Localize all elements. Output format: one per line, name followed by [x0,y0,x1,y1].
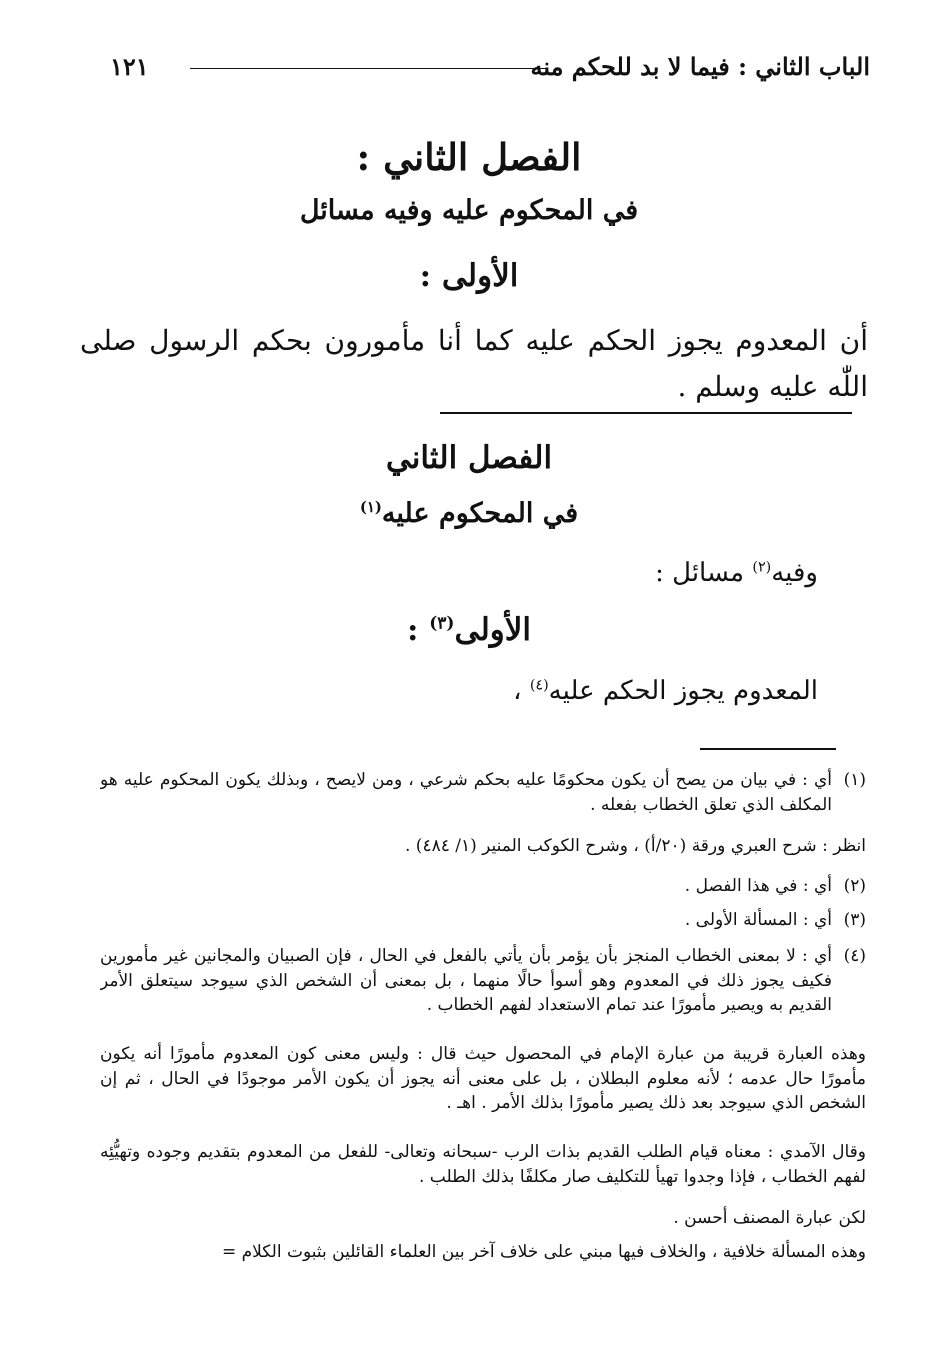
running-head: الباب الثاني : فيما لا بد للحكم منه [530,52,870,81]
issues-suffix: مسائل : [655,558,753,588]
footnote-paragraph-3: لكن عبارة المصنف أحسن . [673,1208,866,1228]
first-issue-colon: : [406,612,430,648]
statement-end: ، [513,676,530,706]
commentary-first-issue [0,612,938,648]
footnote-ref-2: (٢) [752,559,772,576]
page-number: ١٢١ [110,52,149,81]
footnote-1 [100,768,866,817]
first-issue-label: الأولى [454,612,532,648]
footnote-3-text: أي : المسألة الأولى . [684,910,832,930]
footnote-paragraph-1: وهذه العبارة قريبة من عبارة الإمام في المحصول حيث قال : وليس معنى كون المعدوم مأمورًا أنه يكون مأمورًا حال عدمه ؛ لأنه معلوم البطلان ، بل على معنى أنه يجوز أن يكون الأمر موجودًا في الحال ، ثم إن الشخص الذي سيوجد بعد ذلك يصير مأمورًا بذلك الأمر . اهـ . [100,1044,866,1113]
quote-title: الفصل الثاني : [356,135,582,179]
quote-subtitle: في المحكوم عليه وفيه مسائل [299,195,639,226]
footnote-1-text: أي : في بيان من يصح أن يكون محكومًا عليه بحكم شرعي ، ومن لايصح ، وبذلك يكون المحكوم عليه هو المكلف الذي تعلق الخطاب بفعله . [100,770,832,815]
footnote-3-number: (٣) [843,910,866,930]
footnote-4-text: أي : لا بمعنى الخطاب المنجز بأن يؤمر بأن يأتي بالفعل في الحال ، فإن الصبيان والمجانين غير مأمورين فكيف يجوز ذلك في المعدوم وهو أسوأ حالًا منهما ، بل بمعنى أن الشخص الذي سيوجد سيتعلق الأمر القديم به ويصير مأمورًا عند تمام الاستعداد لفهم الخطاب . [100,946,832,1015]
commentary-subtitle-text: في المحكوم عليه [381,498,579,529]
commentary-title: الفصل الثاني [385,440,553,476]
footnote-2 [100,874,866,899]
issues-prefix: وفيه [771,558,818,588]
footnote-1-number: (١) [843,770,866,790]
commentary-issues-line [655,558,818,588]
footnote-4 [100,944,866,1018]
quote-rule [440,412,852,414]
header-rule [190,68,548,69]
footnote-ref-1: (١) [359,498,382,516]
statement-text: المعدوم يجوز الحكم عليه [548,676,818,706]
footnote-2-text: أي : في هذا الفصل . [684,876,832,896]
footnote-ref-4: (٤) [529,677,549,694]
footnote-3 [100,908,866,933]
footnote-separator [700,748,836,750]
footnote-1-reference [100,834,866,859]
footnote-ref-3: (٣) [429,613,455,634]
footnote-paragraph-4: وهذه المسألة خلافية ، والخلاف فيها مبني على خلاف آخر بين العلماء القائلين بثبوت الكلام = [221,1242,866,1262]
footnote-2-number: (٢) [843,876,866,896]
commentary-subtitle [0,498,938,529]
footnote-paragraph-2: وقال الآمدي : معناه قيام الطلب القديم بذات الرب -سبحانه وتعالى- للفعل من المعدوم بتقديم وجوده وتهيُّئِه لفهم الخطاب ، فإذا وجدوا تهيأ للتكليف صار مكلفًا بذلك الطلب . [100,1142,866,1187]
commentary-statement [513,676,818,706]
footnote-1-reference-text: انظر : شرح العبري ورقة (٢٠/أ) ، وشرح الكوكب المنير (١/ ٤٨٤) . [404,836,866,856]
footnote-4-number: (٤) [843,946,866,966]
quote-text: أن المعدوم يجوز الحكم عليه كما أنا مأمورون بحكم الرسول صلى اللّٰه عليه وسلم . [80,324,868,403]
quote-issue-label: الأولى : [419,258,519,294]
